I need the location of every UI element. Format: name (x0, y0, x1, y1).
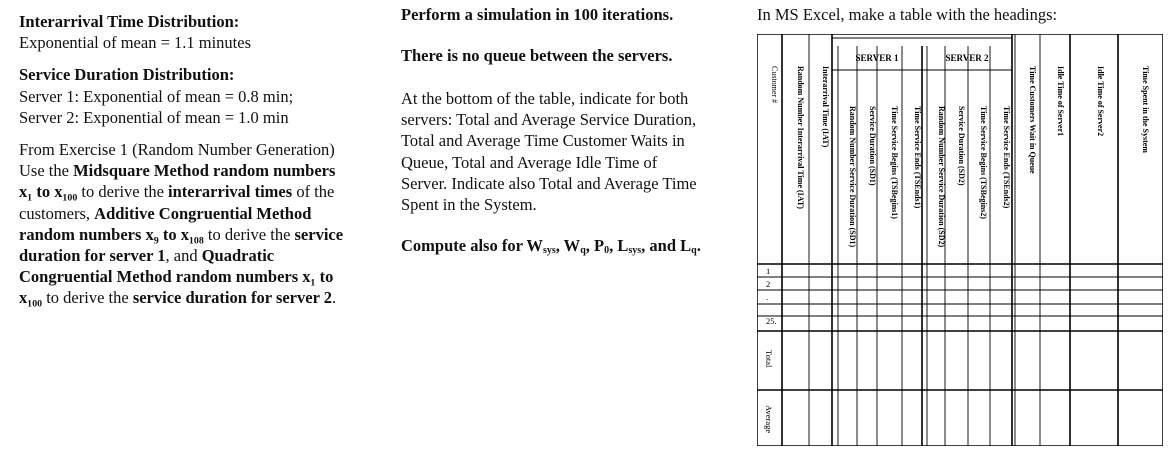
excel-table-template (757, 34, 1163, 446)
row-label: Total (764, 350, 774, 368)
server2-text: Server 2: Exponential of mean = 1.0 min (19, 107, 289, 127)
column-header: Time Service Ends (TSEnds2) (1002, 106, 1011, 209)
instruction-line (19, 181, 389, 202)
instruction-line: Queue, Total and Average Idle Time of (401, 152, 658, 172)
interarrival-heading: Interarrival Time Distribution: (19, 12, 240, 31)
column-header: Random Number Service Duration (SD2) (937, 106, 946, 248)
compute-text: , P (585, 236, 605, 256)
instruction-line (19, 224, 389, 245)
text-run: to derive the (203, 224, 295, 244)
compute-text: . (696, 236, 701, 256)
interarrival-text: Exponential of mean = 1.1 minutes (19, 33, 252, 53)
row-label: 25. (766, 316, 777, 326)
instruction-line (19, 287, 389, 308)
column-header: Random Number Service Duration (SD1) (848, 106, 857, 248)
instruction-line: Server. Indicate also Total and Average Time (401, 173, 697, 193)
bold-run: Additive Congruential Method (94, 203, 312, 223)
bold-run: duration for server 1 (19, 246, 166, 266)
column-header: Time Spent in the System (1141, 66, 1150, 153)
iterations-instruction: Perform a simulation in 100 iterations. (401, 5, 674, 24)
middle-column (401, 0, 746, 261)
server1-text: Server 1: Exponential of mean = 0.8 min; (19, 86, 294, 106)
excel-instruction: In MS Excel, make a table with the headings: (757, 5, 1058, 24)
instruction-line: Spent in the System. (401, 195, 537, 215)
column-header: Time Service Begins (TSBegins2) (979, 106, 988, 219)
instruction-line (19, 139, 389, 160)
bold-run: x₁₀₀ (19, 288, 43, 308)
row-label: 2 (766, 279, 771, 289)
row-label: Average (764, 405, 774, 434)
text-run: customers, (19, 203, 95, 223)
bold-run: Midsquare Method random numbers (73, 161, 336, 181)
column-header: Time Service Ends (TSEnds1) (913, 106, 922, 209)
bold-run: x₁ to x₁₀₀ (19, 182, 78, 202)
service-heading: Service Duration Distribution: (19, 65, 235, 85)
compute-text: , L (609, 236, 629, 256)
column-header: Random Number Interarrival Time (IAT) (796, 66, 805, 209)
server2-label: SERVER 2 (945, 53, 989, 63)
bold-run: Congruential Method random numbers x₁ to (19, 267, 334, 287)
text-run: Use the (19, 161, 74, 181)
bold-run: service (294, 224, 344, 244)
text-run: , and (165, 246, 202, 266)
column-header: Idle Time of Server1 (1056, 66, 1065, 137)
row-label: 1 (766, 266, 771, 276)
compute-text: , and L (641, 236, 692, 256)
bold-run: interarrival times (168, 182, 293, 202)
column-header: Customer # (770, 66, 779, 104)
right-column (757, 0, 1169, 25)
row-label: . (766, 292, 769, 302)
instruction-line: At the bottom of the table, indicate for both (401, 89, 689, 108)
text-run: . (331, 288, 337, 308)
no-queue-note: There is no queue between the servers. (401, 46, 673, 65)
column-header: Service Duration (SD2) (957, 106, 966, 186)
instruction-line (19, 203, 389, 224)
subscript: sys (628, 245, 642, 257)
left-column (19, 0, 389, 309)
compute-text: Compute also for W (401, 236, 543, 256)
bold-run: Quadratic (201, 246, 275, 266)
bold-run: service duration for server 2 (132, 288, 332, 308)
instruction-line (19, 245, 389, 266)
column-header: Time Service Begins (TSBegins1) (890, 106, 899, 219)
instruction-line: Total and Average Time Customer Waits in (401, 131, 685, 151)
compute-instruction (401, 235, 746, 261)
compute-text: , W (555, 236, 581, 256)
text-run: to derive the (77, 182, 169, 202)
subscript: q (580, 245, 586, 257)
text-run: of the (292, 182, 335, 202)
column-header: Time Customers Wait in Queue (1028, 66, 1037, 174)
text-run: From Exercise 1 (Random Number Generation) (19, 140, 335, 160)
subscript: sys (542, 245, 556, 257)
subscript: q (691, 245, 697, 257)
column-header: Service Duration (SD1) (868, 106, 877, 186)
column-header: Idle Time of Server2 (1096, 66, 1105, 137)
subscript: 0 (604, 245, 610, 257)
instruction-line (19, 266, 389, 287)
instruction-line: servers: Total and Average Service Duration, (401, 110, 697, 130)
server1-label: SERVER 1 (855, 53, 899, 63)
instruction-line (19, 160, 389, 181)
bold-run: random numbers x₉ to x₁₀₈ (19, 224, 204, 244)
random-number-instructions (19, 139, 389, 309)
column-header: Interarrival Time (IAT) (821, 66, 830, 148)
table-bottom-instructions (401, 88, 746, 215)
text-run: to derive the (42, 288, 133, 308)
